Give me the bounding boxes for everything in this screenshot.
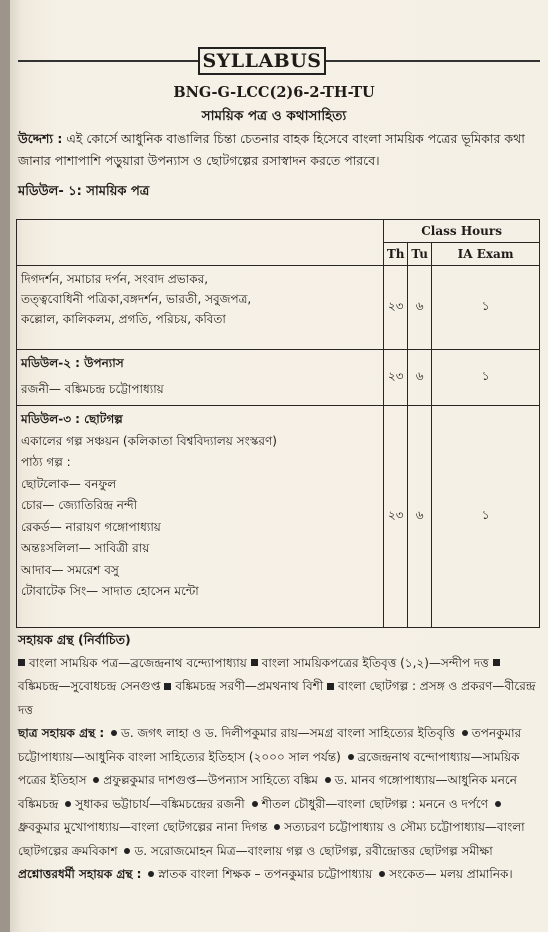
student-references bbox=[18, 722, 540, 863]
main-references bbox=[18, 652, 540, 723]
table-header-blank bbox=[17, 220, 384, 266]
table-header-row bbox=[17, 220, 540, 243]
module3-contents bbox=[17, 406, 384, 628]
qa-references bbox=[18, 863, 540, 887]
module3-heading: মডিউল-৩ : ছোটগল্প bbox=[21, 412, 123, 426]
reference-item: বঙ্কিমচন্দ্র—সুবোধচন্দ্র সেনগুপ্ত bbox=[18, 679, 161, 693]
dot-bullet-icon bbox=[274, 824, 280, 830]
reference-item: সুধাকর ভট্টাচার্য—বঙ্কিমচন্দ্রের রজনী bbox=[75, 796, 245, 811]
reference-item: সত্যচরণ চট্টোপাধ্যায় ও সৌম্য চট্টোপাধ্যায়—বাংলা ছোটগল্পের ক্রমবিকাশ bbox=[18, 820, 525, 858]
square-bullet-icon bbox=[18, 659, 25, 666]
objective-label: উদ্দেশ্য : bbox=[18, 131, 63, 146]
module1-line: কল্লোল, কালিকলম, প্রগতি, পরিচয়, কবিতা bbox=[21, 312, 226, 326]
module3-line: ছোটলোক— বনফুল bbox=[21, 476, 117, 491]
dot-bullet-icon bbox=[93, 777, 99, 783]
module2-heading: মডিউল-২ : উপন্যাস bbox=[21, 356, 124, 370]
module3-line: টোবাটেক সিং— সাদাত হোসেন মন্টো bbox=[21, 584, 199, 598]
course-code: BNG-G-LCC(2)6-2-TH-TU bbox=[173, 84, 375, 101]
reference-item: বঙ্কিমচন্দ্র সরণী—প্রমথনাথ বিশী bbox=[175, 679, 324, 693]
module1-line: তত্ত্ববোধিনী পত্রিকা,বঙ্গদর্শন, ভারতী, সবুজপত্র, bbox=[21, 292, 252, 306]
dot-bullet-icon bbox=[252, 801, 258, 807]
module3-tu: ৬ bbox=[408, 406, 432, 628]
dot-bullet-icon bbox=[495, 801, 501, 807]
course-name: সাময়িক পত্র ও কথাসাহিত্য bbox=[201, 108, 347, 124]
reference-item: স্নাতক বাংলা শিক্ষক – তপনকুমার চট্টোপাধ্যায় bbox=[158, 867, 373, 881]
qa-references-heading: প্রশ্নোত্তরধর্মী সহায়ক গ্রন্থ : bbox=[18, 867, 142, 881]
module3-ia: ১ bbox=[432, 406, 540, 628]
module2-ia: ১ bbox=[432, 350, 540, 406]
book-spine-shadow bbox=[0, 0, 10, 932]
syllabus-title: SYLLABUS bbox=[198, 47, 326, 75]
module3-line: রেকর্ড— নারায়ণ গঙ্গোপাধ্যায় bbox=[21, 519, 161, 534]
module3-line: একালের গল্প সঞ্চয়ন (কলিকাতা বিশ্ববিদ্যালয় সংস্করণ) bbox=[21, 433, 277, 448]
dot-bullet-icon bbox=[148, 871, 154, 877]
dot-bullet-icon bbox=[124, 848, 130, 854]
syllabus-table bbox=[16, 219, 540, 628]
reference-item: বাংলা সাময়িকপত্রের ইতিবৃত্ত (১,২)—সন্দীপ দত্ত bbox=[261, 655, 489, 670]
reference-item: শীতল চৌধুরী—বাংলা ছোটগল্প : মননে ও দর্পণে bbox=[261, 796, 489, 811]
module1-tu: ৬ bbox=[408, 266, 432, 350]
student-references-heading: ছাত্র সহায়ক গ্রন্থ : bbox=[18, 726, 105, 740]
module3-line: পাঠ্য গল্প : bbox=[21, 455, 71, 469]
module3-line: আদাব— সমরেশ বসু bbox=[21, 562, 119, 577]
dot-bullet-icon bbox=[379, 871, 385, 877]
square-bullet-icon bbox=[493, 659, 500, 666]
table-row bbox=[17, 350, 540, 406]
reference-item: প্রফুল্লকুমার দাশগুপ্ত—উপন্যাস সাহিত্যে বঙ্কিম bbox=[103, 773, 318, 787]
module1-line: দিগদর্শন, সমাচার দর্পন, সংবাদ প্রভাকর, bbox=[21, 272, 209, 286]
module3-line: অন্তঃসলিলা— সাবিত্রী রায় bbox=[21, 541, 150, 555]
table-row bbox=[17, 266, 540, 350]
reference-item: ড. সরোজমোহন মিত্র—বাংলায় গল্প ও ছোটগল্প, রবীন্দ্রোত্তর ছোটগল্প সমীক্ষা bbox=[134, 843, 493, 858]
reference-item: বাংলা সাময়িক পত্র—ব্রজেন্দ্রনাথ বন্দ্যোপাধ্যায় bbox=[29, 655, 247, 670]
col-th-header: Th bbox=[384, 243, 408, 266]
reference-item: বাংলা ছোটগল্প : প্রসঙ্গ ও প্রকরণ—বীরেন্দ্র দত্ত bbox=[18, 679, 536, 717]
references-section bbox=[18, 628, 540, 887]
class-hours-header: Class Hours bbox=[384, 220, 540, 243]
square-bullet-icon bbox=[164, 683, 171, 690]
square-bullet-icon bbox=[251, 659, 258, 666]
reference-item: তপনকুমার চট্টোপাধ্যায়—আধুনিক বাংলা সাহিত্যের ইতিহাস (২০০০ সাল পর্যন্ত) bbox=[18, 726, 522, 764]
col-tu-header: Tu bbox=[408, 243, 432, 266]
module1-heading: মডিউল- ১: সাময়িক পত্র bbox=[18, 184, 150, 199]
dot-bullet-icon bbox=[65, 801, 71, 807]
module2-th: ২৩ bbox=[384, 350, 408, 406]
module1-th: ২৩ bbox=[384, 266, 408, 350]
module3-th: ২৩ bbox=[384, 406, 408, 628]
module1-ia: ১ bbox=[432, 266, 540, 350]
module2-tu: ৬ bbox=[408, 350, 432, 406]
col-ia-header: IA Exam bbox=[432, 243, 540, 266]
reference-item: ব্রজেন্দ্রনাথ বন্দোপাধ্যায়—সাময়িক পত্রের ইতিহাস bbox=[18, 749, 520, 787]
objective-paragraph bbox=[18, 128, 538, 172]
objective-text: এই কোর্সে আধুনিক বাঙালির চিন্তা চেতনার বাহক হিসেবে বাংলা সাময়িক পত্রের ভূমিকার কথা জানার পাশাপাশি পড়ুয়ারা উপন্যাস ও ছোটগল্পের রসাস্বাদন করতে পারবে। bbox=[18, 131, 525, 168]
table-row bbox=[17, 406, 540, 628]
dot-bullet-icon bbox=[111, 730, 117, 736]
dot-bullet-icon bbox=[462, 730, 468, 736]
reference-item: ধ্রুবকুমার মুখোপাধ্যায়—বাংলা ছোটগল্পের নানা দিগন্ত bbox=[18, 820, 268, 834]
square-bullet-icon bbox=[327, 683, 334, 690]
dot-bullet-icon bbox=[348, 754, 354, 760]
reference-item: ড. মানব গঙ্গোপাধ্যায়—আধুনিক মননে বঙ্কিমচন্দ্র bbox=[18, 773, 517, 811]
dot-bullet-icon bbox=[325, 777, 331, 783]
reference-item: ড. জগৎ লাহা ও ড. দিলীপকুমার রায়—সমগ্র বাংলা সাহিত্যের ইতিবৃত্তি bbox=[120, 726, 455, 740]
module3-line: চোর— জ্যোতিরিন্দ্র নন্দী bbox=[21, 498, 138, 512]
module2-contents bbox=[17, 350, 384, 406]
module2-line: রজনী— বঙ্কিমচন্দ্র চট্টোপাধ্যায় bbox=[21, 382, 164, 396]
references-heading: সহায়ক গ্রন্থ (নির্বাচিত) bbox=[18, 632, 131, 647]
reference-item: সংকেত— মলয় প্রামানিক। bbox=[389, 867, 513, 881]
module1-contents bbox=[17, 266, 384, 350]
